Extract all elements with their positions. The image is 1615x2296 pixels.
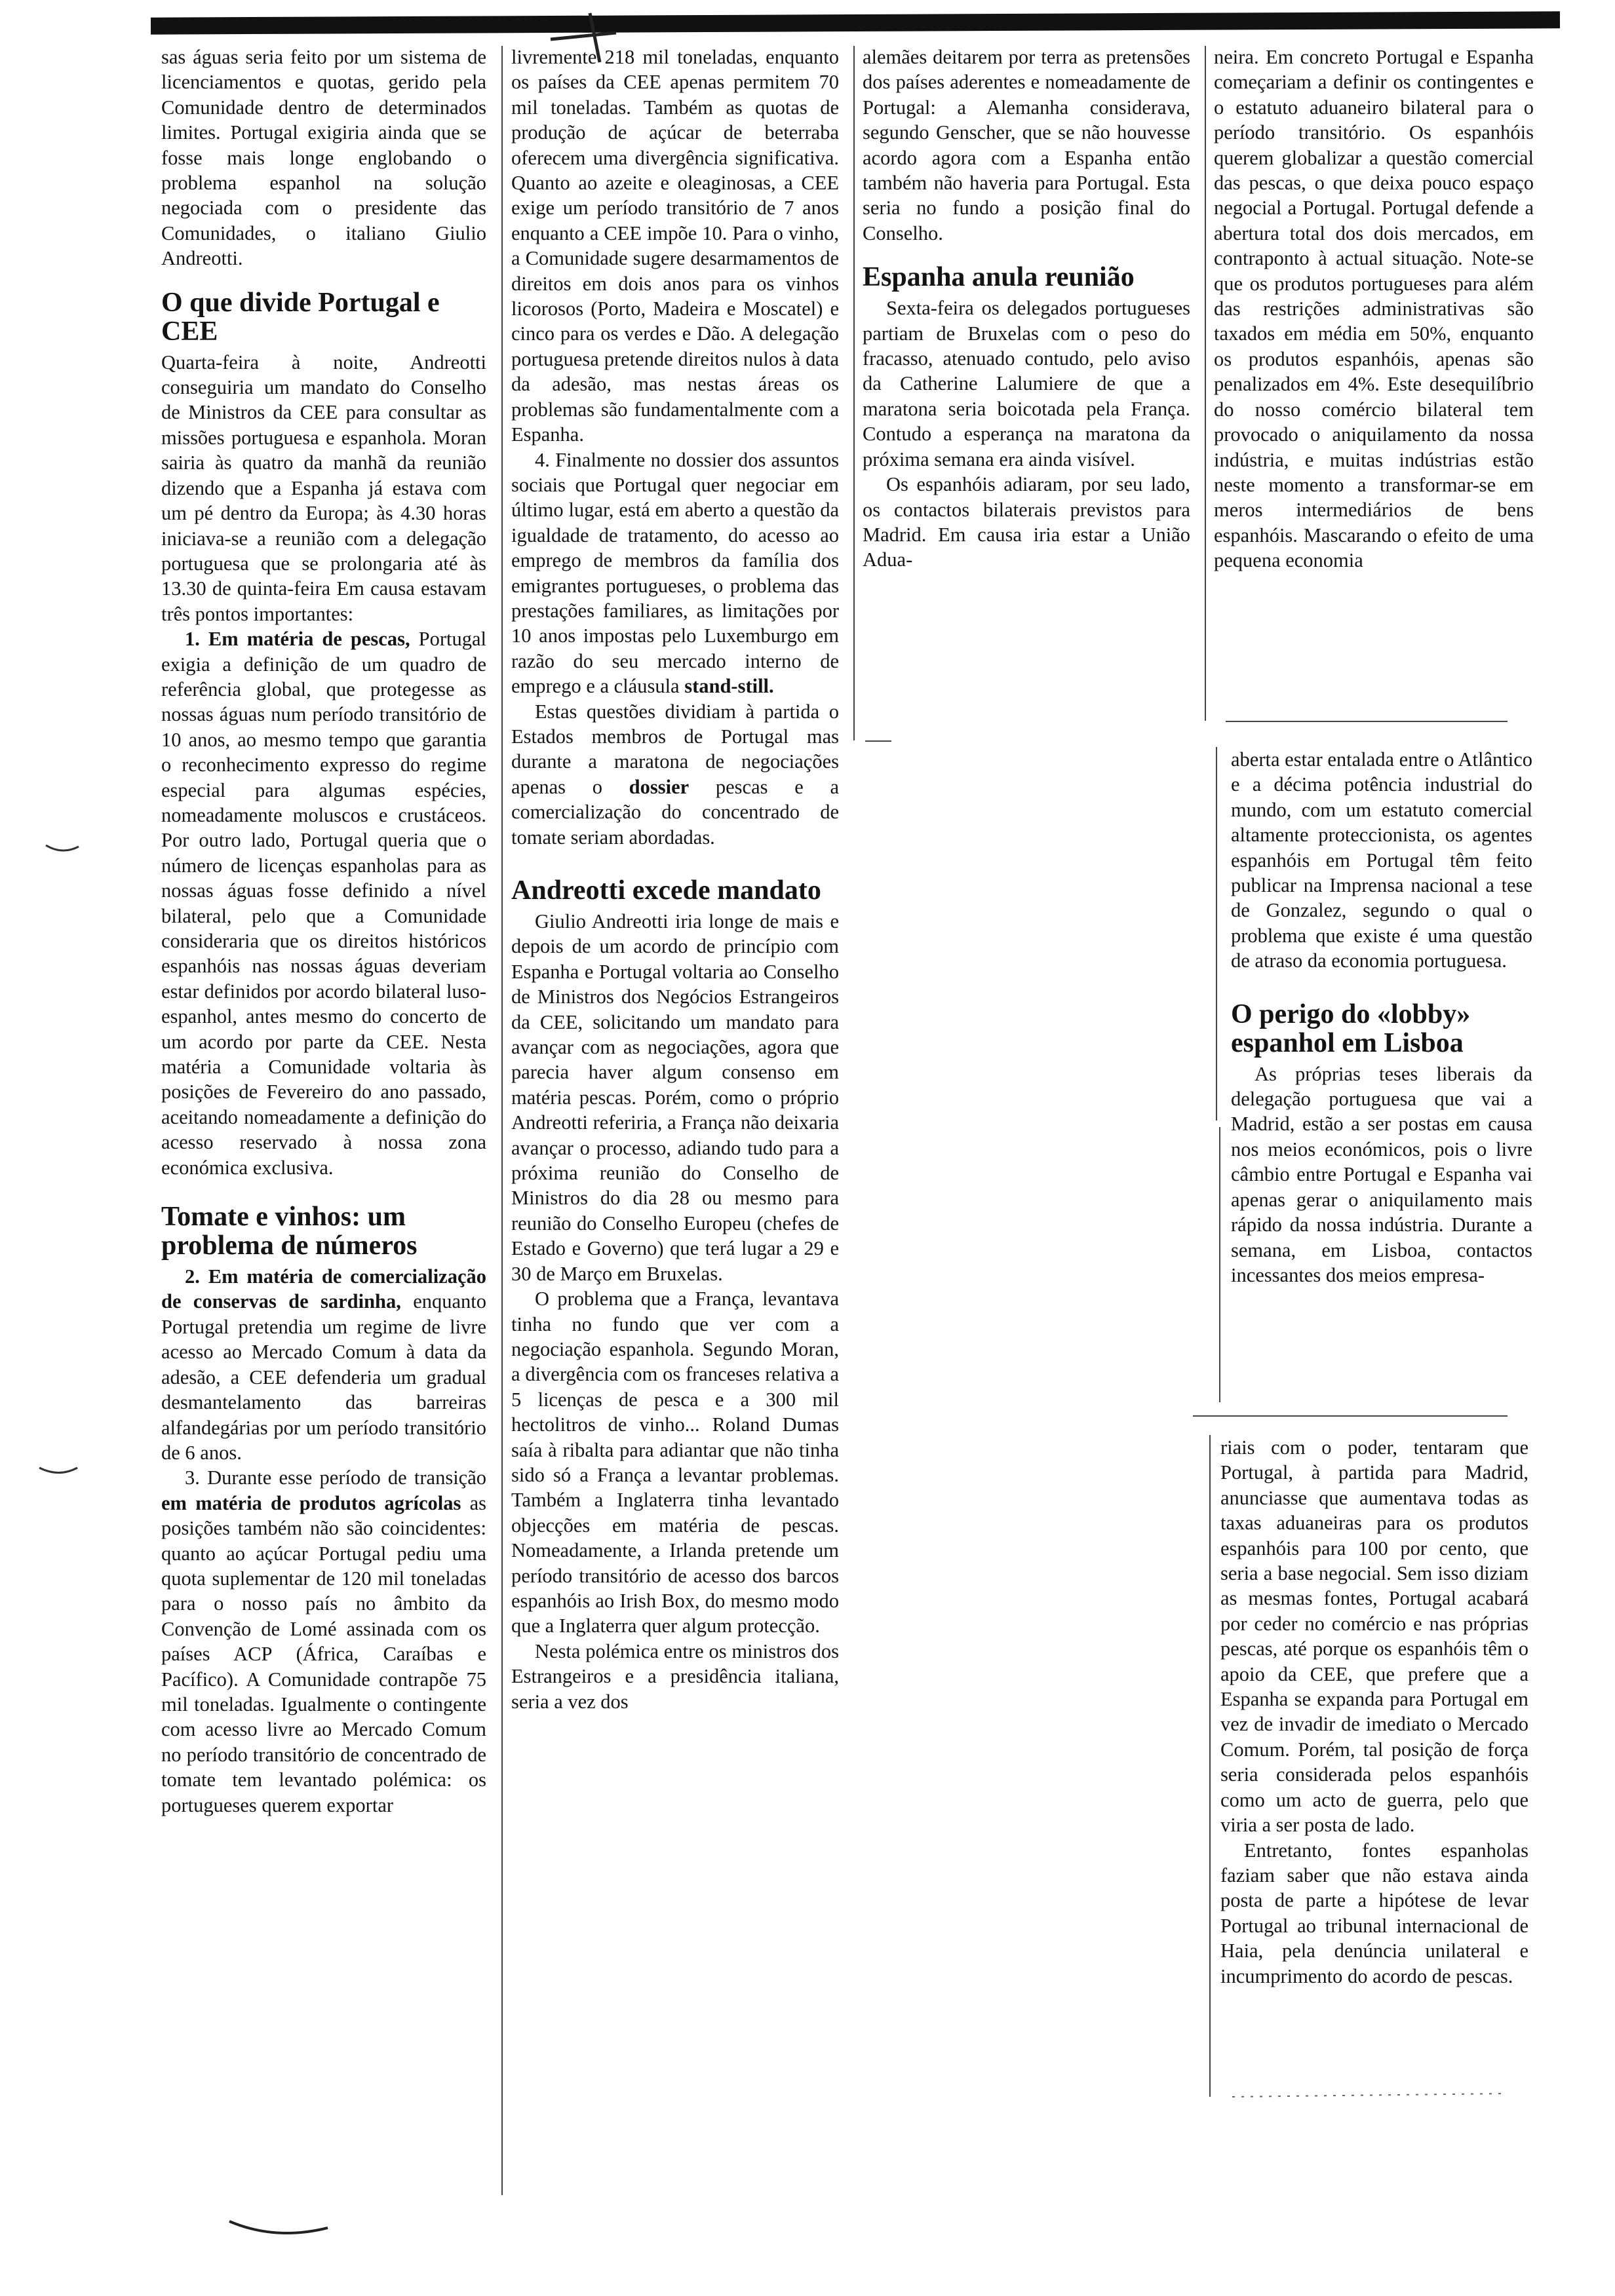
paragraph: Nesta polémica entre os ministros dos Estrangeiros e a presidência italiana, seria a vez dos: [511, 1639, 839, 1713]
paragraph-text: Portugal exigia a definição de um quadro de referência global, que protegesse as nossas águas num período transitório de 10 anos, ao mesmo tempo que garantia o reconhecimento expresso do regime especial para algumas espécies, nomeadamente moluscos e crustáceos. Por outro lado, Portugal queria que o número de licenças espanholas para as nossas águas fosse definido a nível bilateral, pelo que a Comunidade consideraria que os direitos históricos espanhóis nas nossas águas deveriam estar definidos por acordo bilateral luso-espanhol, antes mesmo do concerto de um acordo por parte da CEE. Nesta matéria a Comunidade voltaria às posições de Fevereiro do ano passado, aceitando nomeadamente a definição do acesso reservado à nossa zona económica exclusiva.: [161, 628, 487, 1179]
paragraph-text: 4. Finalmente no dossier dos assuntos sociais que Portugal quer negociar em último lugar, está em aberto a questão da igualdade de tratamento, do acesso ao emprego de membros da família dos emigrantes portugueses, o problema das prestações familiares, as limitações por 10 anos impostas pelo Luxemburgo em razão do seu mercado interno de emprego e a cláusula: [511, 448, 839, 698]
paragraph: Giulio Andreotti iria longe de mais e depois de um acordo de princípio com Espanha e Portugal voltaria ao Conselho de Ministros dos Negócios Estrangeiros da CEE, solicitando um mandato para avançar com as negociações, agora que parecia haver algum consenso em matéria pescas. Porém, como o próprio Andreotti referiria, a França não deixaria avançar o processo, adiando tudo para a próxima reunião do Conselho de Ministros do dia 28 ou mesmo para reunião do Conselho Europeu (chefes de Estado e Governo) que terá lugar a 29 e 30 de Março em Bruxelas.: [511, 910, 839, 1285]
emphasis: 1. Em matéria de pescas,: [185, 628, 410, 651]
section-heading: Espanha anula reunião: [863, 262, 1135, 293]
paragraph: Quarta-feira à noite, Andreotti conseguiria um mandato do Conselho de Ministros da CEE para consultar as missões portuguesa e espanhola. Moran sairia às quatro da manhã da reunião dizendo que a Espanha já estava com um pé dentro da Europa; às 4.30 horas iniciava-se a reunião com a delegação portuguesa que se prolongaria até às 13.30 de quinta-feira Em causa estavam três pontos importantes:: [161, 351, 486, 625]
paragraph-text: enquanto Portugal pretendia um regime de livre acesso ao Mercado Comum à data da adesão, a CEE defenderia um gradual desmantelamento das barreiras alfandegárias por um período transitório de 6 anos.: [161, 1290, 486, 1464]
emphasis: stand-still.: [684, 675, 774, 698]
section-heading: O perigo do «lobby» espanhol em Lisboa: [1231, 999, 1471, 1058]
paragraph-text: pescas e a comercialização do concentrado de tomate seriam abordadas.: [511, 775, 839, 849]
paragraph: O problema que a França, levantava tinha no fundo que ver com a negociação espanhola. Segundo Moran, a divergência com os franceses relativa a 5 licenças de pesca e a 300 mil hectolitros de vinho... Roland Dumas saía à ribalta para adiantar que não tinha sido só a França a levantar problemas. Também a Inglaterra tinha levantado objecções em matéria de pescas. Nomeadamente, a Irlanda pretende um período transitório de acesso dos barcos espanhóis ao Irish Box, do mesmo modo que a Inglaterra quer algum protecção.: [511, 1288, 839, 1637]
paragraph: Os espanhóis adiaram, por seu lado, os contactos bilaterais previstos para Madrid. Em causa iria estar a União Adua-: [863, 473, 1190, 571]
paragraph: aberta estar entalada entre o Atlântico e a décima potência industrial do mundo, com um estatuto comercial altamente proteccionista, os agentes espanhóis em Portugal têm feito publicar na Imprensa nacional a tese de Gonzalez, segundo o qual o problema que existe é uma questão de atraso da economia portuguesa.: [1231, 748, 1532, 972]
section-heading: Tomate e vinhos: um problema de números: [161, 1202, 418, 1261]
paragraph: alemães deitarem por terra as pretensões dos países aderentes e nomeadamente de Portugal: a Alemanha considerava, segundo Genscher, que se não houvesse acordo agora com a Espanha então também não haveria para Portugal. Esta seria no fundo a posição final do Conselho.: [863, 46, 1190, 244]
paragraph: livremente 218 mil toneladas, enquanto os países da CEE apenas permitem 70 mil toneladas. Também as quotas de produção de açúcar de beterraba oferecem uma divergência significativa. Quanto ao azeite e oleaginosas, a CEE exige um período transitório de 7 anos enquanto a CEE impõe 10. Para o vinho, a Comunidade sugere desarmamentos de direitos em dois anos para os vinhos licorosos (Porto, Madeira e Moscatel) e cinco para os verdes e Dão. A delegação portuguesa pretende direitos nulos à data da adesão, mas nestas áreas os problemas são fundamentalmente com a Espanha.: [511, 46, 839, 446]
paragraph: Entretanto, fontes espanholas faziam saber que não estava ainda posta de parte a hipótese de levar Portugal ao tribunal internacional de Haia, pela denúncia unilateral e incumprimento do acordo de pescas.: [1220, 1839, 1528, 1987]
paragraph: As próprias teses liberais da delegação portuguesa que vai a Madrid, estão a ser postas em causa nos meios económicos, pois o livre câmbio entre Portugal e Espanha vai apenas gerar o aniquilamento mais rápido da nossa indústria. Durante a semana, em Lisboa, contactos incessantes dos meios empresa-: [1231, 1062, 1532, 1286]
paragraph: neira. Em concreto Portugal e Espanha começariam a definir os contingentes e o estatuto aduaneiro bilateral para o período transitório. Os espanhóis querem globalizar a questão comercial das pescas, o que deixa pouco espaço negocial a Portugal. Portugal defende a abertura total dos dois mercados, em contraponto à actual situação. Note-se que os produtos portugueses para além das restrições administrativas são taxados em média em 50%, enquanto os produtos espanhóis, apenas são penalizados em 4%. Este desequilíbrio do nosso comércio bilateral tem provocado o aniquilamento da nossa indústria, e muitas indústrias estão neste momento a transformar-se em meros intermediários de bens espanhóis. Mascarando o efeito de uma pequena economia: [1214, 46, 1534, 572]
emphasis: 2. Em matéria de comercialização de conservas de sardinha,: [161, 1265, 486, 1313]
section-heading: Andreotti excede mandato: [511, 875, 821, 906]
emphasis: dossier: [629, 775, 690, 798]
paragraph-text: as posições também não são coincidentes: quanto ao açúcar Portugal pediu uma quota suplementar de 120 mil toneladas para o nosso país no âmbito da Convenção de Lomé assinada com os países ACP (África, Caraíbas e Pacífico). A Comunidade contrapõe 75 mil toneladas. Igualmente o contingente com acesso livre ao Mercado Comum no período transitório de concentrado de tomate tem levantado polémica: os portugueses querem exportar: [161, 1491, 486, 1816]
section-heading: O que divide Portugal e CEE: [161, 287, 440, 347]
emphasis: em matéria de produtos agrícolas: [161, 1491, 461, 1514]
paragraph-text: 3. Durante esse período de transição: [185, 1466, 486, 1489]
paragraph: Sexta-feira os delegados portugueses partiam de Bruxelas com o peso do fracasso, atenuado contudo, pelo aviso da Catherine Lalumiere de que a maratona seria boicotada pela França. Contudo a esperança na maratona da próxima semana era ainda visível.: [863, 297, 1190, 470]
paragraph: riais com o poder, tentaram que Portugal, à partida para Madrid, anunciasse que aumentava todas as taxas aduaneiras para os produtos espanhóis para 100 por cento, que seria a base negocial. Sem isso diziam as mesmas fontes, Portugal acabará por ceder no comércio e nas próprias pescas, até porque os espanhóis têm o apoio da CEE, que prefere que a Espanha se expanda para Portugal em vez de invadir de imediato o Mercado Comum. Porém, tal posição de força seria considerada pelos espanhóis como um acto de guerra, pelo que viria a ser posta de lado.: [1220, 1436, 1528, 1837]
paragraph: sas águas seria feito por um sistema de licenciamentos e quotas, gerido pela Comunidade dentro de determinados limites. Portugal exigiria ainda que se fosse mais longe englobando o problema espanhol na solução negociada com o presidente das Comunidades, o italiano Giulio Andreotti.: [161, 46, 486, 270]
paragraph-text: Estas questões dividiam à partida o Estados membros de Portugal mas durante a maratona de negociações apenas o: [511, 700, 839, 798]
